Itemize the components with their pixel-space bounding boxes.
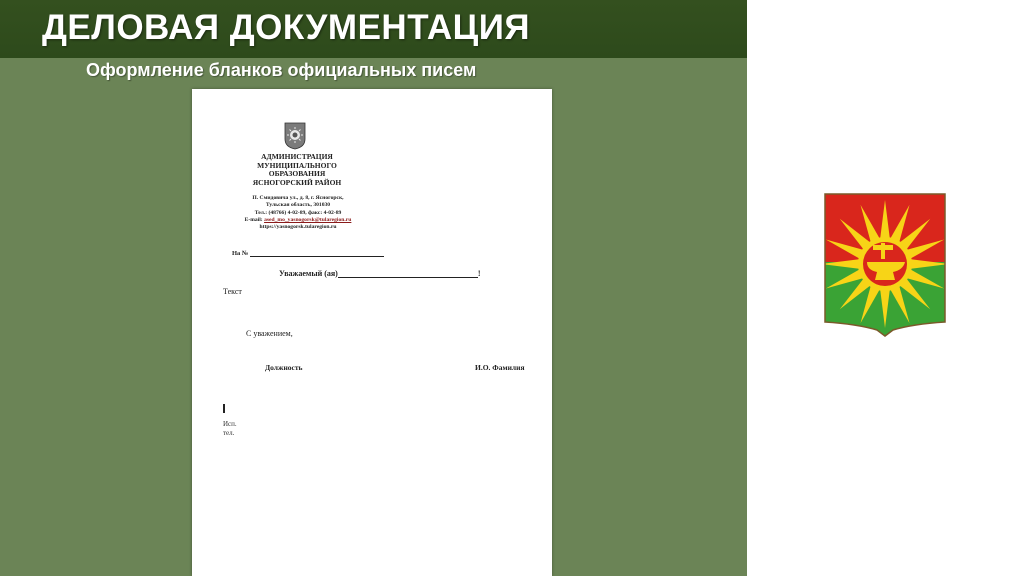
text-cursor (223, 404, 225, 413)
slide-subtitle: Оформление бланков официальных писем (86, 60, 477, 80)
salutation (279, 269, 481, 278)
coat-of-arms-icon (823, 192, 947, 338)
organization-name: АДМИНИСТРАЦИЯ МУНИЦИПАЛЬНОГО ОБРАЗОВАНИЯ ЯСНОГОРСКИЙ РАЙОН (252, 152, 342, 187)
salutation-blank (338, 277, 478, 278)
signatory-position: Должность (265, 363, 303, 372)
salutation-prefix: Уважаемый (ая) (279, 269, 338, 278)
letter-body: Текст (223, 287, 242, 296)
email-line (228, 217, 368, 224)
email-label: E-mail: (244, 216, 263, 223)
signatory-name: И.О. Фамилия (475, 363, 525, 372)
email-link[interactable]: ased_mo_yasnogorsk@tularegion.ru (264, 216, 352, 223)
website-link[interactable]: https://yasnogorsk.tularegion.ru (259, 224, 337, 231)
reference-label: На № (232, 250, 249, 257)
reference-line (232, 250, 384, 257)
reference-blank (250, 256, 384, 257)
organization-address (228, 195, 368, 231)
slide-title: ДЕЛОВАЯ ДОКУМЕНТАЦИЯ (42, 8, 531, 47)
address-line: Тульская область, 301030 (265, 202, 331, 209)
municipal-emblem-icon (284, 122, 306, 150)
phone-line: Тел.: (48766) 4-02-89, факс: 4-02-89 (254, 209, 342, 216)
title-bar (0, 0, 747, 58)
letter-closing: С уважением, (246, 329, 293, 338)
salutation-suffix: ! (477, 269, 481, 278)
address-line: П. Смидовича ул., д. 8, г. Ясногорск, (252, 195, 344, 201)
letter-form (192, 89, 552, 576)
executor-info: Исп. тел. (223, 420, 237, 437)
